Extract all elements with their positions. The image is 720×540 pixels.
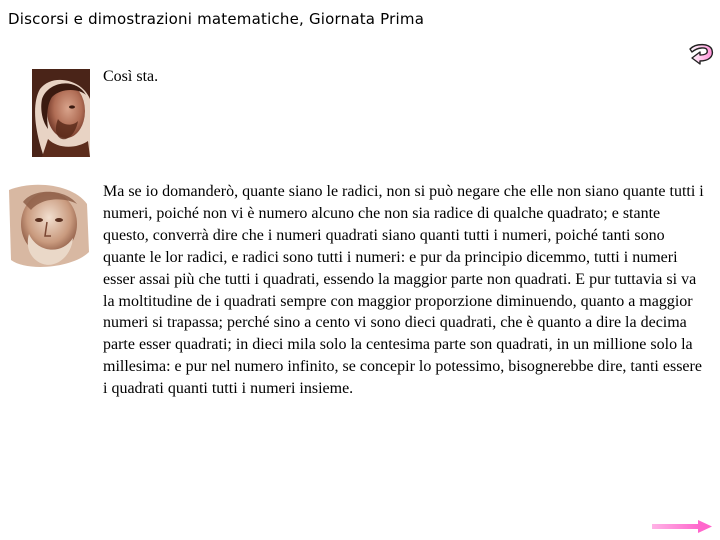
speaker-portrait-sagredo	[3, 182, 91, 272]
dialogue-text: Ma se io domanderò, quante siano le radici, non si può negare che elle non siano quante tutti i numeri, poiché non vi è numero alcuno che non sia radice di qualche quadrato; e stante questo, converrà dire che i numeri quadrati siano quanti tutti i numeri, poiché tanti sono quante le lor radici, e radici sono tutti i numeri: e pur da principio dicemmo, tutti i numeri esser assai più che tutti i quadrati, essendo la maggior parte non quadrati. E pur tuttavia si va la moltitudine de i quadrati sempre con maggior proporzione diminuendo, quanto a maggior numeri si trapassa; perché sino a cento vi sono dieci quadrati, che è quanto a dire la decima parte esser quadrati; in dieci mila solo la centesima parte son quadrati, in un millione solo la millesima: e pur nel numero infinito, se concepir lo potessimo, bisognerebbe dire, tanti essere i quadrati quanti tutti i numeri insieme.	[103, 183, 704, 398]
page-title: Discorsi e dimostrazioni matematiche, Giornata Prima	[8, 10, 425, 28]
speaker-portrait-salviati	[32, 69, 90, 157]
forward-arrow-icon[interactable]	[650, 519, 714, 535]
dialogue-text: Così sta.	[103, 68, 159, 85]
